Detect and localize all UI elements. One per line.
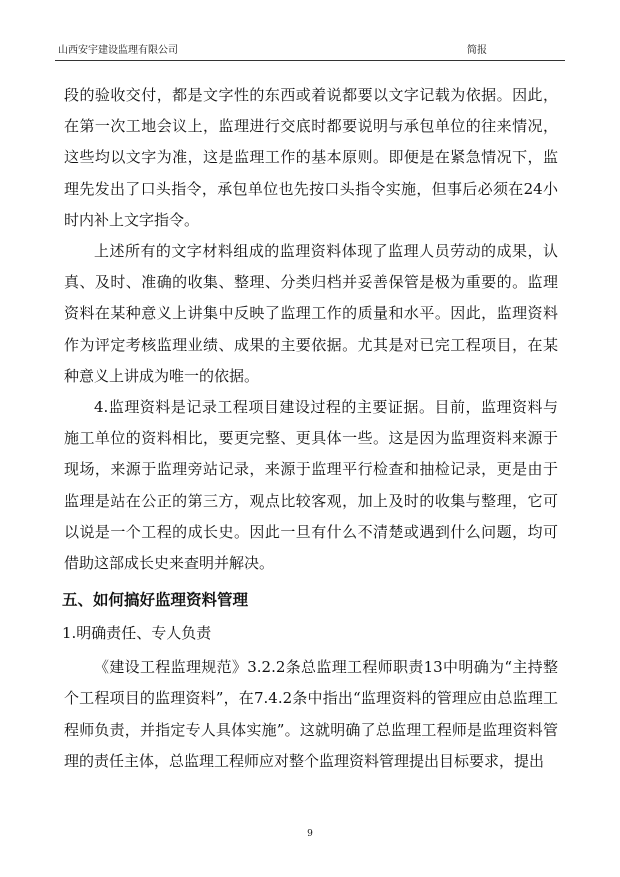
header-company: 山西安宇建设监理有限公司 — [58, 45, 178, 56]
page-number: 9 — [307, 829, 313, 839]
header-doc-type: 简报 — [467, 45, 487, 56]
paragraph-point-4: 4.监理资料是记录工程项目建设过程的主要证据。目前，监理资料与施工单位的资料相比，要更完整、更具体一些。这是因为监理资料来源于现场，来源于监理旁站记录，来源于监理平行检查和抽检记录，更是由于监理是站在公正的第三方，观点比较客观，加上及时的收集与整理，它可以说是一个工程的成长史。因此一旦有什么不清楚或遇到什么问题，均可借助这部成长史来查明并解决。 — [64, 398, 558, 573]
page-header — [55, 44, 565, 61]
paragraph-records-value: 上述所有的文字材料组成的监理资料体现了监理人员劳动的成果，认真、及时、准确的收集、整理、分类归档并妥善保管是极为重要的。监理资料在某种意义上讲集中反映了监理工作的质量和水平。因此，监理资料作为评定考核监理业绩、成果的主要依据。尤其是对已完工程项目，在某种意义上讲成为唯一的依据。 — [64, 242, 558, 385]
paragraph-responsibility: 《建设工程监理规范》3.2.2条总监理工程师职责13中明确为“主持整个工程项目的监理资料”，在7.4.2条中指出“监理资料的管理应由总监理工程师负责，并指定专人具体实施”。这就明确了总监理工程师是监理资料管理的责任主体，总监理工程师应对整个监理资料管理提出目标要求，提出 — [64, 658, 558, 770]
section-heading: 五、如何搞好监理资料管理 — [62, 591, 249, 610]
subsection-heading: 1.明确责任、专人负责 — [62, 624, 212, 643]
paragraph-continued: 段的验收交付，都是文字性的东西或着说都要以文字记载为依据。因此，在第一次工地会议上，监理进行交底时都要说明与承包单位的往来情况，这些均以文字为准，这是监理工作的基本原则。即便是在紧急情况下，监理先发出了口头指令，承包单位也先按口头指令实施，但事后必须在24小时内补上文字指令。 — [64, 86, 558, 229]
page-body — [64, 80, 558, 777]
